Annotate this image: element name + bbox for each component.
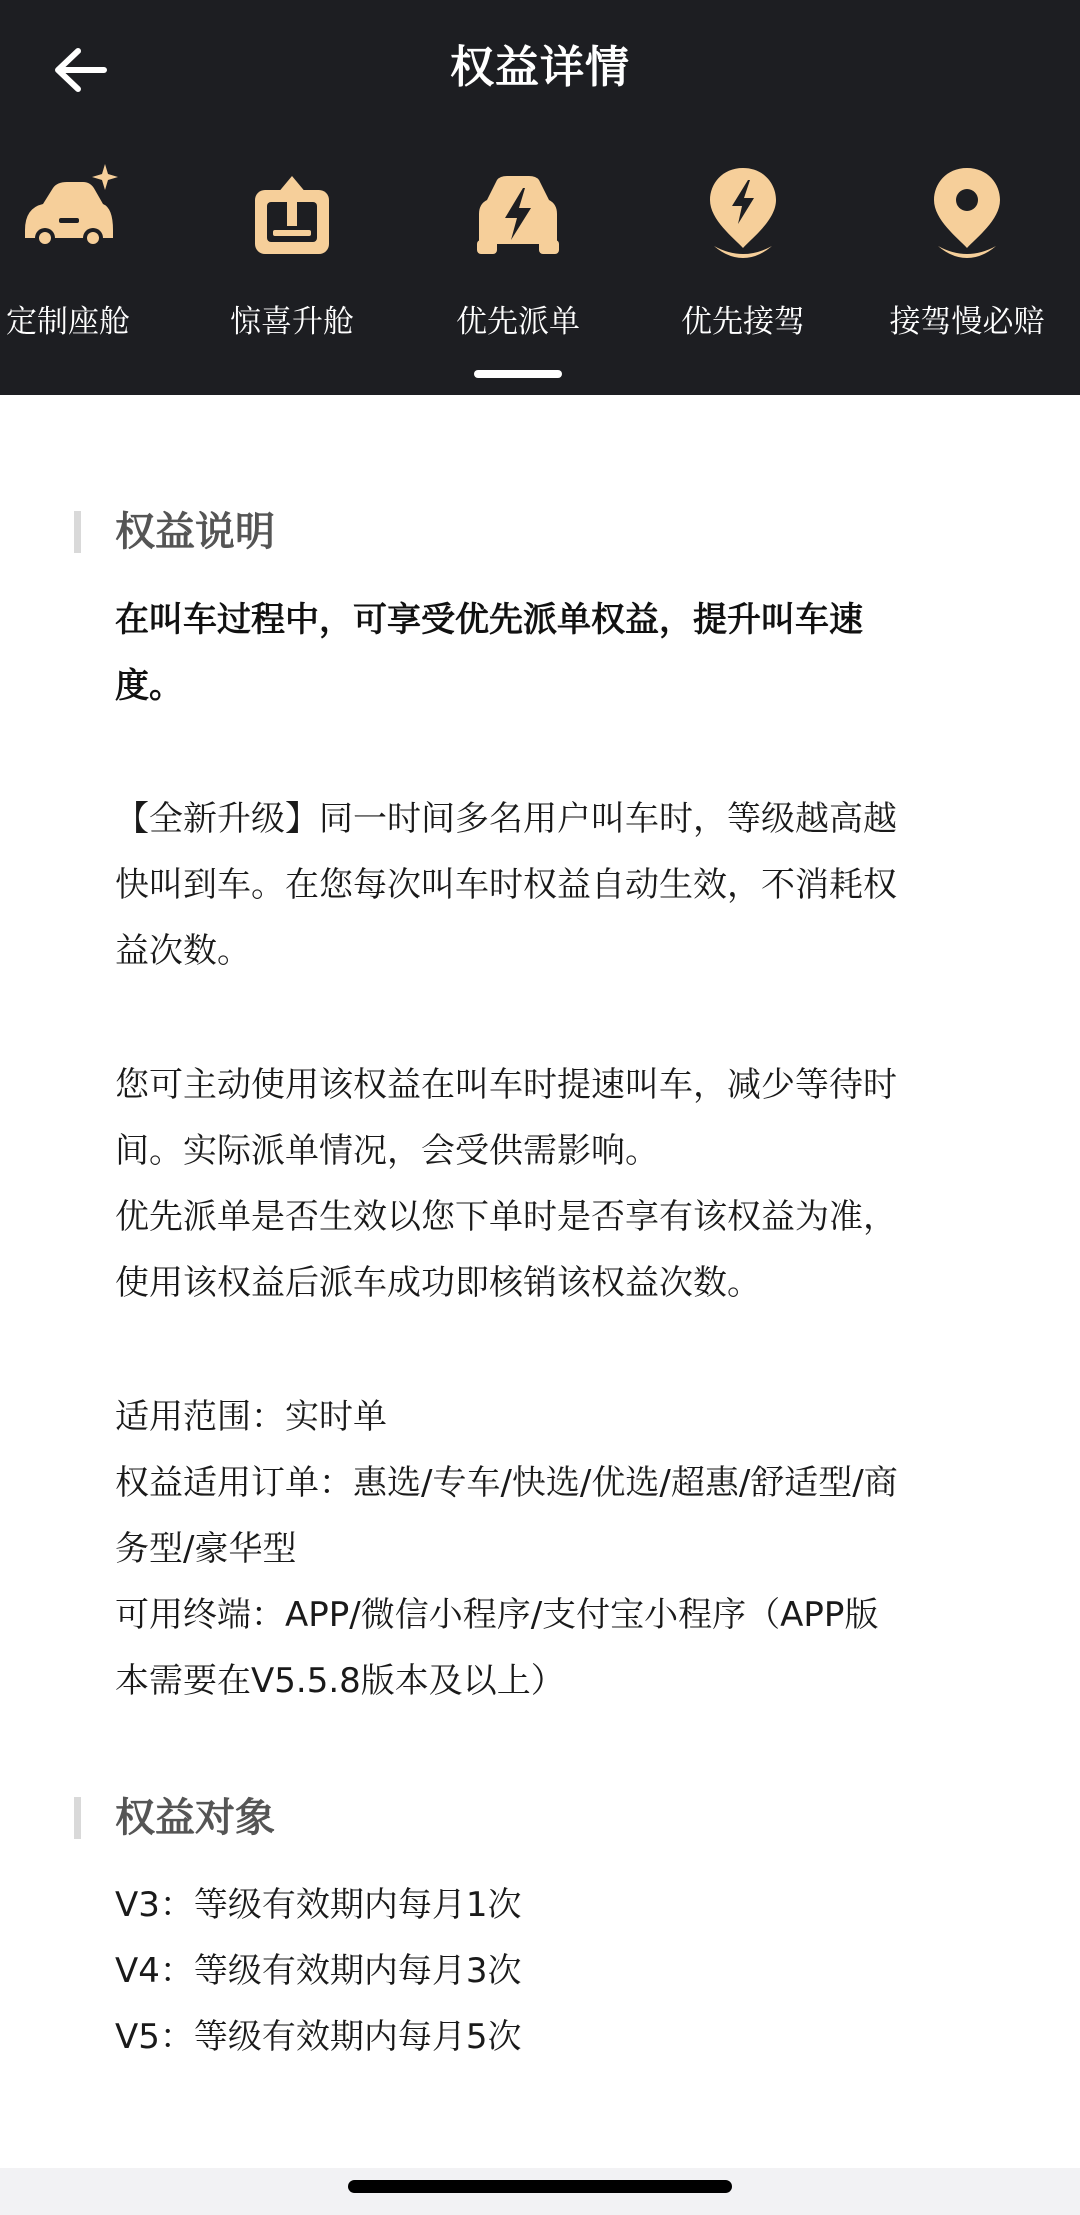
tab-label: 优先派单 [456,304,580,340]
location-pin-icon [912,160,1022,270]
upgrade-box-icon [237,160,347,270]
section-title-target: 权益对象 [115,1795,275,1841]
tab-priority-pickup[interactable] [633,150,853,390]
text-line: 【全新升级】同一时间多名用户叫车时，等级越高越 [115,799,897,839]
text-line: 快叫到车。在您每次叫车时权益自动生效，不消耗权 [115,865,897,905]
lightning-car-icon [463,160,573,270]
section-title-description: 权益说明 [115,509,275,555]
upgrade-text [115,786,1015,984]
tab-label: 定制座舱 [6,304,130,340]
intro-text [115,587,1015,719]
home-indicator[interactable] [348,2180,732,2193]
text-line: 度。 [115,666,183,706]
text-line: 适用范围：实时单 [115,1397,387,1437]
tab-surprise-upgrade[interactable] [182,150,402,390]
tab-label: 惊喜升舱 [230,304,354,340]
text-line: 可用终端：APP/微信小程序/支付宝小程序（APP版 [115,1595,879,1635]
car-sparkle-icon [13,160,123,270]
active-tab-indicator [474,370,562,378]
header [0,0,1080,395]
text-line: V3：等级有效期内每月1次 [115,1885,522,1925]
tab-custom-cabin[interactable] [0,150,178,390]
target-text [115,1872,1015,2070]
page-title: 权益详情 [450,42,630,93]
lightning-pin-icon [688,160,798,270]
section-marker [74,511,81,553]
section-marker [74,1797,81,1839]
text-line: 益次数。 [115,931,251,971]
tab-label: 优先接驾 [681,304,805,340]
text-line: 务型/豪华型 [115,1529,297,1569]
text-line: 您可主动使用该权益在叫车时提速叫车，减少等待时 [115,1065,897,1105]
tab-slow-pickup-compensation[interactable] [857,150,1077,390]
scope-text [115,1384,1015,1714]
text-line: V4：等级有效期内每月3次 [115,1951,522,1991]
text-line: 优先派单是否生效以您下单时是否享有该权益为准， [115,1197,897,1237]
text-line: 权益适用订单：惠选/专车/快选/优选/超惠/舒适型/商 [115,1463,898,1503]
text-line: 在叫车过程中，可享受优先派单权益，提升叫车速 [115,600,863,640]
usage-text [115,1052,1015,1316]
text-line: 使用该权益后派车成功即核销该权益次数。 [115,1263,761,1303]
tab-priority-dispatch[interactable] [408,150,628,390]
text-line: 本需要在V5.5.8版本及以上） [115,1661,565,1701]
tab-label: 接驾慢必赔 [889,304,1045,340]
text-line: V5：等级有效期内每月5次 [115,2017,522,2057]
text-line: 间。实际派单情况，会受供需影响。 [115,1131,659,1171]
